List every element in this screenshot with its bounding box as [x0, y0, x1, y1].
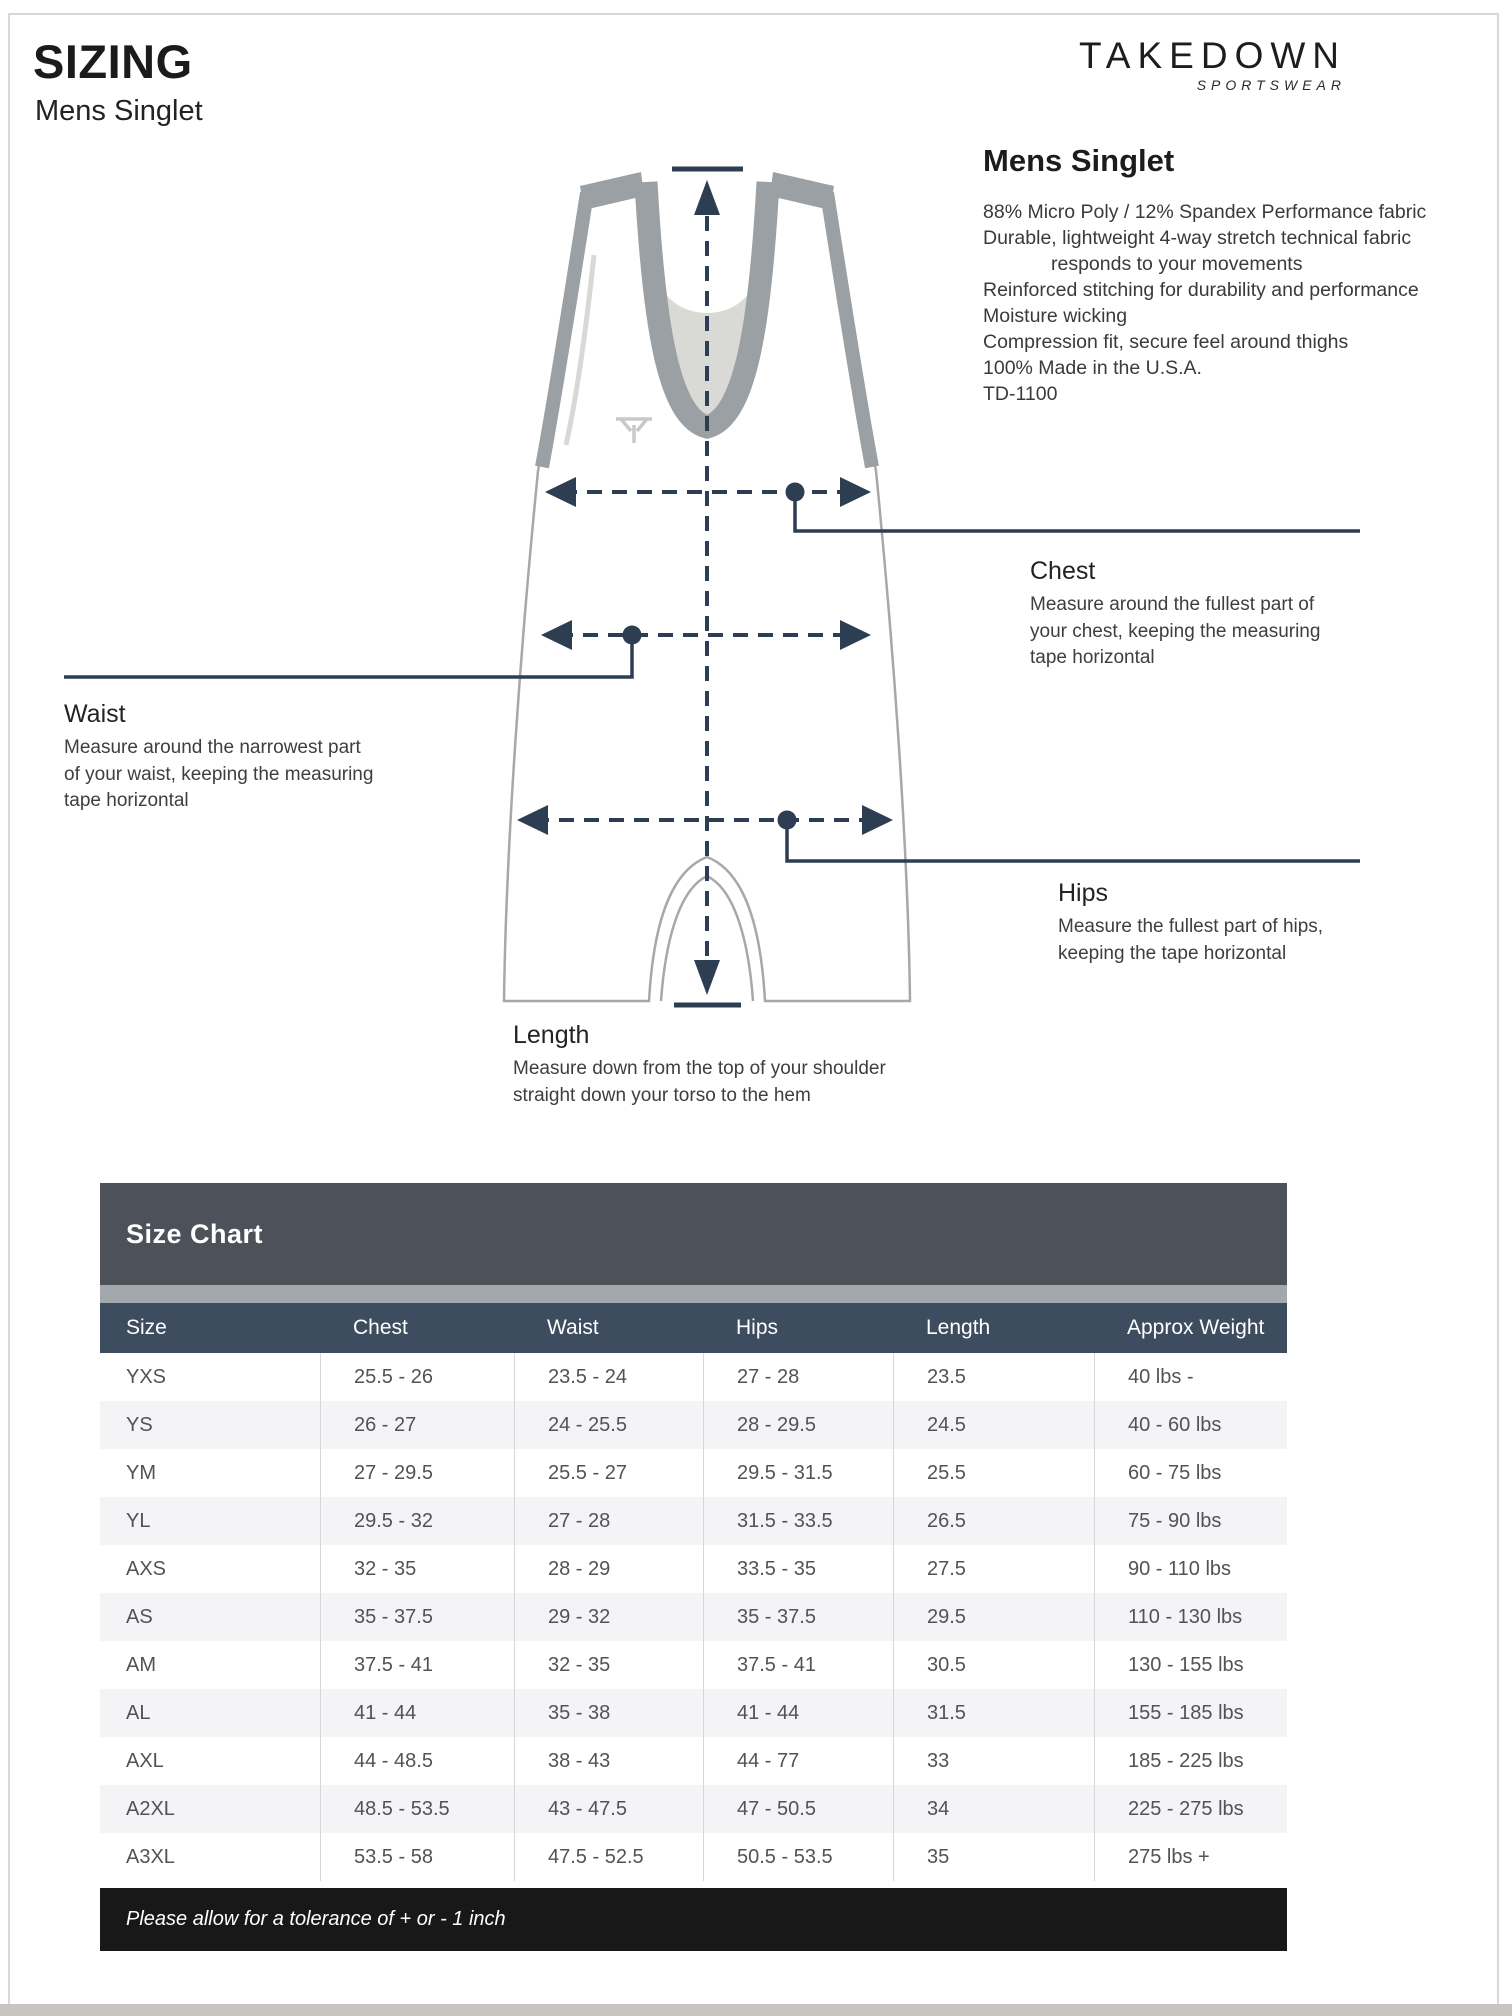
table-cell: 27.5 [893, 1545, 1094, 1593]
table-cell: 38 - 43 [514, 1737, 703, 1785]
chest-description-line: Measure around the fullest part of [1030, 594, 1315, 615]
table-cell: 48.5 - 53.5 [320, 1785, 514, 1833]
table-cell: 32 - 35 [320, 1545, 514, 1593]
table-cell: 23.5 [893, 1353, 1094, 1401]
page-bottom-edge [0, 2004, 1512, 2016]
table-cell: 31.5 [893, 1689, 1094, 1737]
waist-description [64, 735, 424, 815]
hips-label: Hips [1058, 879, 1109, 907]
table-cell: 60 - 75 lbs [1094, 1449, 1287, 1497]
product-feature-line: Compression fit, secure feel around thighs [983, 331, 1349, 353]
table-cell: 29.5 - 32 [320, 1497, 514, 1545]
size-chart-divider [100, 1285, 1287, 1303]
table-cell: 35 - 37.5 [320, 1593, 514, 1641]
size-chart-header-row [100, 1303, 1287, 1353]
table-cell: 25.5 - 27 [514, 1449, 703, 1497]
table-cell: 37.5 - 41 [320, 1641, 514, 1689]
table-row [100, 1545, 1287, 1593]
table-cell: 27 - 28 [514, 1497, 703, 1545]
table-cell: 33 [893, 1737, 1094, 1785]
page-subtitle: Mens Singlet [35, 95, 203, 127]
table-cell: 29 - 32 [514, 1593, 703, 1641]
product-feature-line: responds to your movements [1051, 253, 1303, 275]
table-cell: A2XL [126, 1797, 175, 1820]
size-chart-body [100, 1353, 1287, 1881]
length-description-line: Measure down from the top of your shoulder [513, 1058, 886, 1079]
product-feature-line: Reinforced stitching for durability and performance [983, 279, 1419, 301]
size-chart-title: Size Chart [100, 1183, 1287, 1285]
table-cell: 32 - 35 [514, 1641, 703, 1689]
table-cell: 25.5 - 26 [320, 1353, 514, 1401]
chest-description-line: tape horizontal [1030, 647, 1155, 668]
brand-name: TAKEDOWN [1078, 35, 1346, 76]
table-cell: 47 - 50.5 [703, 1785, 893, 1833]
table-cell: 75 - 90 lbs [1094, 1497, 1287, 1545]
table-row [100, 1833, 1287, 1881]
table-cell: 225 - 275 lbs [1094, 1785, 1287, 1833]
product-feature-line: Durable, lightweight 4-way stretch technical fabric [983, 227, 1412, 249]
table-cell: 275 lbs + [1094, 1833, 1287, 1881]
table-cell: AXS [126, 1557, 167, 1580]
table-cell: 40 lbs - [1094, 1353, 1287, 1401]
length-arrow-up-icon [694, 180, 720, 215]
length-description [513, 1056, 933, 1109]
table-row [100, 1449, 1287, 1497]
hips-description-line: keeping the tape horizontal [1058, 942, 1287, 964]
table-cell: 34 [893, 1785, 1094, 1833]
table-row [100, 1497, 1287, 1545]
length-description-line: straight down your torso to the hem [513, 1084, 811, 1106]
waist-instructions [64, 700, 424, 815]
table-cell: 41 - 44 [320, 1689, 514, 1737]
table-cell: 41 - 44 [703, 1689, 893, 1737]
table-cell: AXL [126, 1749, 164, 1772]
size-chart-footnote: Please allow for a tolerance of + or - 1 inch [100, 1888, 1287, 1951]
table-cell: 26 - 27 [320, 1401, 514, 1449]
table-row [100, 1641, 1287, 1689]
table-cell: 185 - 225 lbs [1094, 1737, 1287, 1785]
table-cell: 27 - 28 [703, 1353, 893, 1401]
column-header-approx-weight: Approx Weight [1127, 1316, 1265, 1339]
table-row [100, 1785, 1287, 1833]
table-cell: 35 [893, 1833, 1094, 1881]
table-cell: 31.5 - 33.5 [703, 1497, 893, 1545]
table-cell: 24.5 [893, 1401, 1094, 1449]
table-cell: 33.5 - 35 [703, 1545, 893, 1593]
column-header-hips: Hips [736, 1316, 779, 1339]
table-row [100, 1737, 1287, 1785]
page-title: SIZING [33, 35, 193, 88]
table-cell: 50.5 - 53.5 [703, 1833, 893, 1881]
table-cell: 35 - 38 [514, 1689, 703, 1737]
chest-description-line: your chest, keeping the measuring [1030, 620, 1321, 642]
table-cell: A3XL [126, 1845, 175, 1868]
table-cell: AM [126, 1653, 156, 1676]
product-feature-line: Moisture wicking [983, 305, 1128, 327]
hips-description [1058, 914, 1398, 967]
table-cell: 44 - 48.5 [320, 1737, 514, 1785]
product-features [983, 199, 1458, 407]
table-cell: AS [126, 1605, 153, 1628]
column-header-length: Length [926, 1316, 991, 1339]
waist-description-line: tape horizontal [64, 790, 189, 811]
chest-instructions [1030, 557, 1370, 672]
table-cell: 37.5 - 41 [703, 1641, 893, 1689]
length-label: Length [513, 1021, 590, 1049]
hips-instructions [1058, 879, 1398, 967]
length-arrow-down-icon [694, 960, 720, 995]
column-header-size: Size [126, 1316, 167, 1339]
table-cell: YS [126, 1413, 153, 1436]
product-feature-line: 100% Made in the U.S.A. [983, 357, 1202, 379]
product-heading: Mens Singlet [983, 143, 1175, 178]
table-cell: 25.5 [893, 1449, 1094, 1497]
table-cell: 47.5 - 52.5 [514, 1833, 703, 1881]
table-cell: 90 - 110 lbs [1094, 1545, 1287, 1593]
table-cell: 155 - 185 lbs [1094, 1689, 1287, 1737]
table-row [100, 1401, 1287, 1449]
table-cell: 40 - 60 lbs [1094, 1401, 1287, 1449]
table-cell: 24 - 25.5 [514, 1401, 703, 1449]
column-header-chest: Chest [353, 1316, 408, 1339]
table-row [100, 1593, 1287, 1641]
table-cell: 110 - 130 lbs [1094, 1593, 1287, 1641]
column-header-waist: Waist [547, 1316, 599, 1339]
table-cell: 53.5 - 58 [320, 1833, 514, 1881]
table-cell: 130 - 155 lbs [1094, 1641, 1287, 1689]
table-cell: YL [126, 1509, 151, 1532]
table-cell: 43 - 47.5 [514, 1785, 703, 1833]
table-cell: 23.5 - 24 [514, 1353, 703, 1401]
chest-description [1030, 592, 1370, 672]
table-cell: 30.5 [893, 1641, 1094, 1689]
table-cell: 27 - 29.5 [320, 1449, 514, 1497]
product-feature-line: 88% Micro Poly / 12% Spandex Performance fabric [983, 201, 1427, 223]
table-cell: YXS [126, 1365, 167, 1388]
table-cell: 28 - 29.5 [703, 1401, 893, 1449]
table-row [100, 1689, 1287, 1737]
size-chart [100, 1183, 1287, 1951]
chest-label: Chest [1030, 557, 1096, 585]
waist-label: Waist [64, 700, 126, 728]
product-info [983, 143, 1458, 407]
table-cell: 28 - 29 [514, 1545, 703, 1593]
table-row [100, 1353, 1287, 1401]
hips-description-line: Measure the fullest part of hips, [1058, 916, 1324, 937]
table-cell: 35 - 37.5 [703, 1593, 893, 1641]
table-cell: 44 - 77 [703, 1737, 893, 1785]
product-feature-line: TD-1100 [983, 383, 1058, 405]
table-cell: 29.5 [893, 1593, 1094, 1641]
table-cell: 29.5 - 31.5 [703, 1449, 893, 1497]
length-instructions [513, 1021, 933, 1109]
brand-tagline: SPORTSWEAR [1196, 77, 1346, 93]
table-cell: YM [126, 1461, 156, 1484]
waist-description-line: Measure around the narrowest part [64, 737, 361, 758]
table-cell: 26.5 [893, 1497, 1094, 1545]
table-cell: AL [126, 1701, 151, 1724]
waist-description-line: of your waist, keeping the measuring [64, 763, 374, 785]
